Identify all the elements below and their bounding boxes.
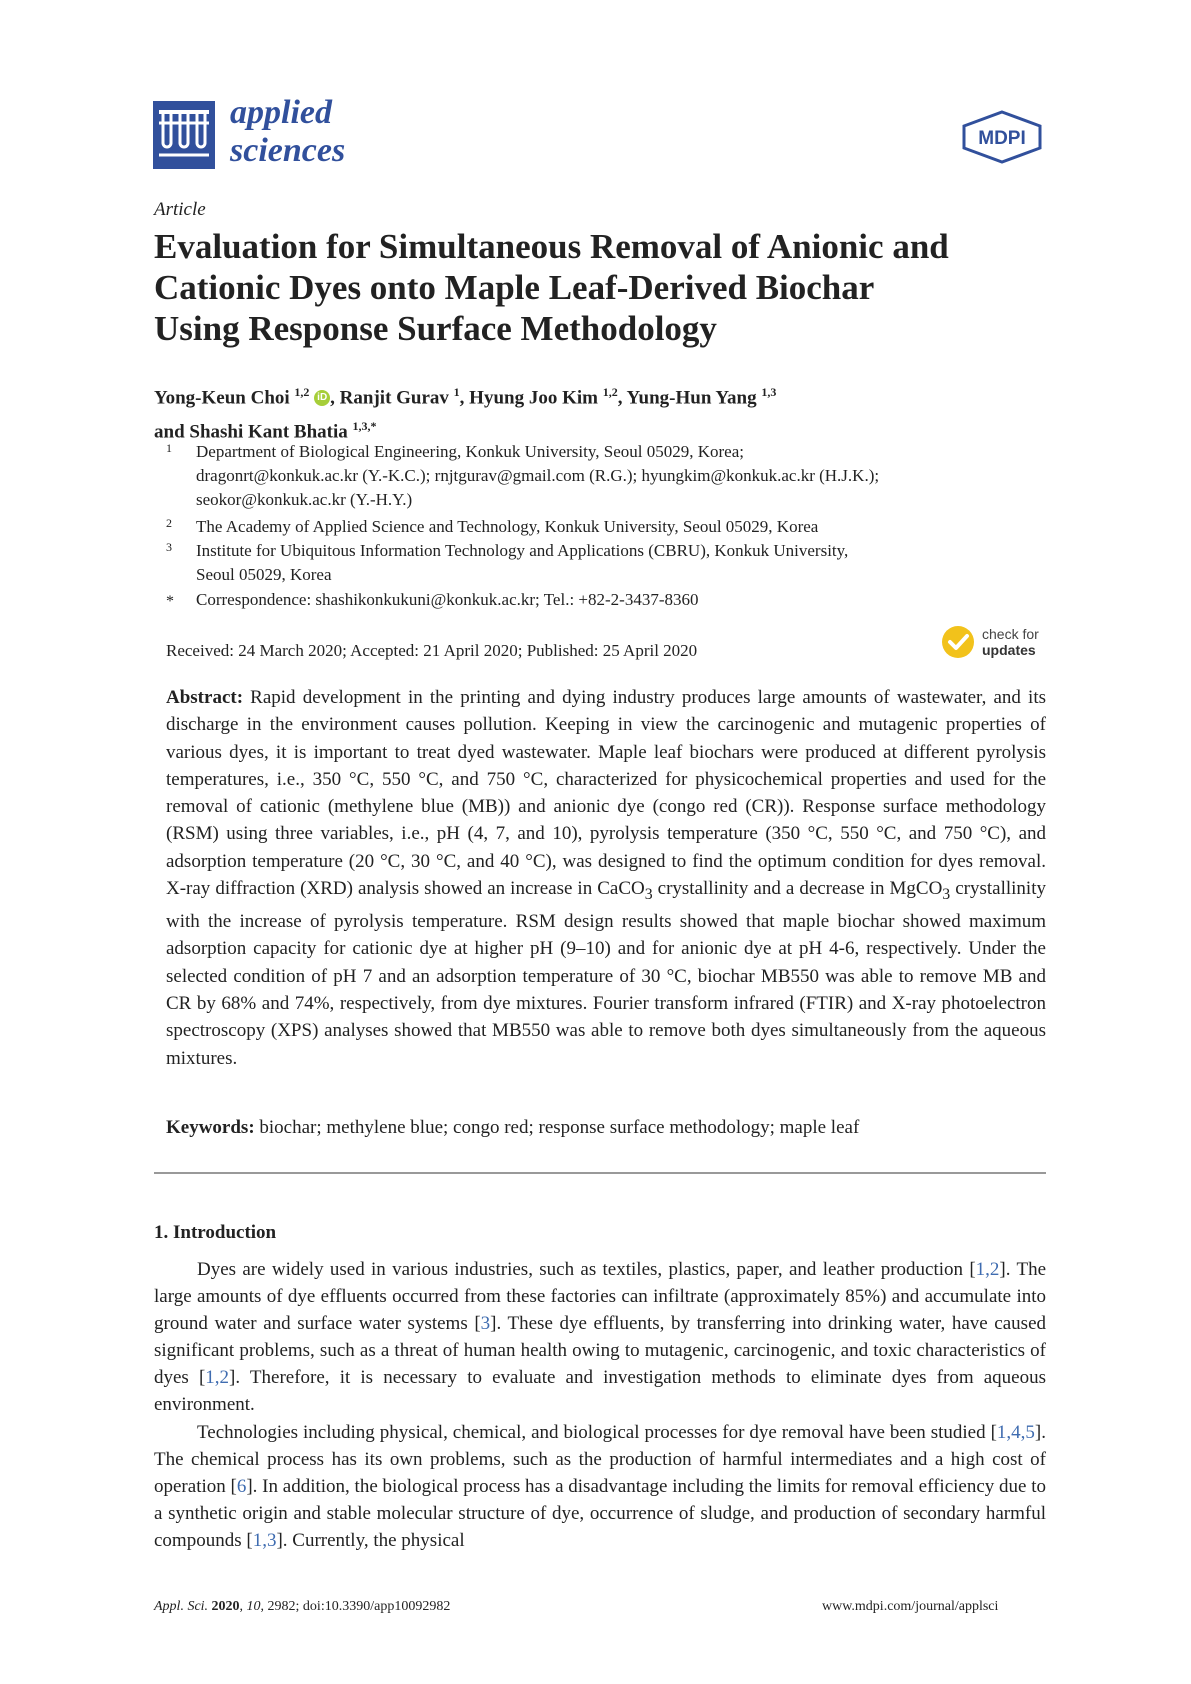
affiliation-line: Correspondence: shashikonkukuni@konkuk.ac.kr; Tel.: +82-2-3437-8360 xyxy=(196,590,699,609)
author-name[interactable]: Yong-Keun Choi xyxy=(154,387,290,409)
affiliation-line: dragonrt@konkuk.ac.kr (Y.-K.C.); rnjtgurav@gmail.com (R.G.); hyungkim@konkuk.ac.kr (H.J.K.); xyxy=(196,466,880,485)
affiliation-line: Seoul 05029, Korea xyxy=(196,565,332,584)
author-name[interactable]: Yung-Hun Yang xyxy=(626,387,757,409)
abstract xyxy=(166,684,1046,1072)
author-affiliation-marker: 1,3 xyxy=(761,385,777,399)
footer-volume: 10 xyxy=(246,1599,261,1614)
author-name[interactable]: Hyung Joo Kim xyxy=(469,387,598,409)
affiliation-number: 3 xyxy=(166,540,172,554)
author-name[interactable]: Ranjit Gurav xyxy=(339,387,449,409)
paragraph-text: ]. The large amounts of dye effluents occurred from these factories can infiltrate (approximately 85%) and accumulate into ground water and surface water systems [ xyxy=(154,1259,1046,1335)
keywords xyxy=(166,1117,1046,1139)
keywords-text: biochar; methylene blue; congo red; response surface methodology; maple leaf xyxy=(254,1117,860,1138)
citation-link[interactable]: 1,2 xyxy=(205,1367,230,1389)
check-updates-icon[interactable] xyxy=(941,625,975,659)
abstract-text: crystallinity with the increase of pyrolysis temperature. RSM design results showed that maple biochar showed maximum adsorption capacity for cationic dye at higher pH (9–10) and for anionic dye at pH 4-6, respectively. Under the selected condition of pH 7 and an adsorption temperature of 30 °C, biochar MB550 was able to remove MB and CR by 68% and 74%, respectively, from dye mixtures. Fourier transform infrared (FTIR) and X-ray photoelectron spectroscopy (XPS) analyses showed that MB550 was able to remove both dyes simultaneously from the aqueous mixtures. xyxy=(166,878,1046,1069)
affiliation-number: 2 xyxy=(166,516,172,530)
paragraph-text: Technologies including physical, chemical, and biological processes for dye removal have been studied [ xyxy=(197,1421,997,1443)
affiliation-2 xyxy=(154,515,1054,539)
check-updates-line2: updates xyxy=(982,642,1036,658)
author-conjunction: and xyxy=(154,421,190,443)
paragraph xyxy=(154,1419,1046,1554)
citation-link[interactable]: 3 xyxy=(480,1313,491,1335)
publication-dates: Received: 24 March 2020; Accepted: 21 April 2020; Published: 25 April 2020 xyxy=(166,641,698,660)
paragraph-text: ]. In addition, the biological process has a disadvantage including the limits for removal efficiency due to a synthetic origin and stable molecular structure of dye, occurrence of sludge, and production of secondary harmful compounds [ xyxy=(154,1475,1047,1551)
publisher-name: MDPI xyxy=(978,128,1026,149)
correspondence xyxy=(154,588,1054,612)
citation-footer: Appl. Sci. 2020, 10, 2982; doi:10.3390/app10092982 xyxy=(154,1599,451,1614)
citation-link[interactable]: 1,2 xyxy=(975,1259,1000,1280)
section-heading: 1. Introduction xyxy=(154,1222,277,1243)
affiliation-line: seokor@konkuk.ac.kr (Y.-H.Y.) xyxy=(196,490,413,509)
affiliation-line: The Academy of Applied Science and Technology, Konkuk University, Seoul 05029, Korea xyxy=(196,517,819,536)
title-line: Cationic Dyes onto Maple Leaf-Derived Biochar xyxy=(154,268,875,307)
check-updates-line1: check for xyxy=(982,626,1039,642)
footer-year: 2020 xyxy=(211,1599,240,1614)
affiliation-3 xyxy=(154,539,1054,587)
title-line: Using Response Surface Methodology xyxy=(154,309,717,348)
abstract-label: Abstract: xyxy=(166,687,244,708)
author-affiliation-marker: 1 xyxy=(453,385,460,399)
journal-name-line1: applied xyxy=(230,94,332,131)
section-divider xyxy=(154,1172,1046,1174)
footer-doi: , 2982; doi:10.3390/app10092982 xyxy=(260,1599,451,1614)
subscript: 3 xyxy=(942,885,951,903)
citation-link[interactable]: 6 xyxy=(236,1475,247,1497)
author-affiliation-marker: 1,3,* xyxy=(352,419,377,434)
citation-link[interactable]: 1,3 xyxy=(252,1529,277,1551)
journal-name-line2: sciences xyxy=(230,132,346,169)
mdpi-logo-icon xyxy=(960,110,1044,164)
title-line: Evaluation for Simultaneous Removal of Anionic and xyxy=(154,227,949,266)
abstract-text: crystallinity and a decrease in MgCO xyxy=(652,878,943,900)
journal-abbr: Appl. Sci. xyxy=(154,1599,209,1614)
author-separator: , xyxy=(459,387,470,409)
paragraph-text: ]. Therefore, it is necessary to evaluate and investigation methods to eliminate dyes from aqueous environment. xyxy=(154,1367,1046,1416)
journal-name xyxy=(230,94,345,170)
paragraph-text: ]. These dye effluents, by transferring into drinking water, have caused significant problems, such as a threat of human health owing to mutagenic, carcinogenic, and toxic characteristics of dyes [ xyxy=(154,1313,1046,1389)
paragraph-text: ]. Currently, the physical xyxy=(276,1529,465,1551)
affiliation-number: 1 xyxy=(166,441,172,455)
author-separator: , xyxy=(617,387,627,409)
affiliation-line: Institute for Ubiquitous Information Technology and Applications (CBRU), Konkuk University, xyxy=(196,541,849,560)
author-list xyxy=(154,378,1054,447)
paper-title xyxy=(154,226,1054,349)
article-type: Article xyxy=(154,199,206,220)
paragraph xyxy=(154,1256,1046,1419)
author-affiliation-marker: 1,2 xyxy=(602,385,618,399)
journal-url[interactable]: www.mdpi.com/journal/applsci xyxy=(822,1599,999,1614)
affiliation-1 xyxy=(154,440,1054,512)
author-name[interactable]: Shashi Kant Bhatia xyxy=(189,421,348,443)
citation-link[interactable]: 1,4,5 xyxy=(996,1421,1035,1443)
check-updates-label[interactable] xyxy=(982,626,1039,658)
author-affiliation-marker: 1,2 xyxy=(294,385,310,399)
body-text xyxy=(154,1256,1046,1554)
paragraph-text: Dyes are widely used in various industries, such as textiles, plastics, paper, and leather production [ xyxy=(197,1259,976,1280)
orcid-icon[interactable]: iD xyxy=(314,390,330,406)
paragraph-text: ]. The chemical process has its own problems, such as the production of harmful intermediates and a high cost of operation [ xyxy=(154,1421,1046,1497)
subscript: 3 xyxy=(644,885,653,903)
affiliation-number: * xyxy=(166,593,174,610)
abstract-text: Rapid development in the printing and dying industry produces large amounts of wastewater, and its discharge in the environment causes pollution. Keeping in view the carcinogenic and mutagenic properties of various dyes, it is important to treat dyed wastewater. Maple leaf biochars were produced at different pyrolysis temperatures, i.e., 350 °C, 550 °C, and 750 °C, characterized for physicochemical properties and used for the removal of cationic (methylene blue (MB)) and anionic dye (congo red (CR)). Response surface methodology (RSM) using three variables, i.e., pH (4, 7, and 10), pyrolysis temperature (350 °C, 550 °C, and 750 °C), and adsorption temperature (20 °C, 30 °C, and 40 °C), was designed to find the optimum condition for dyes removal. X-ray diffraction (XRD) analysis showed an increase in CaCO xyxy=(166,687,1046,900)
affiliation-line: Department of Biological Engineering, Konkuk University, Seoul 05029, Korea; xyxy=(196,442,744,461)
journal-logo-icon xyxy=(153,101,215,169)
keywords-label: Keywords: xyxy=(166,1117,255,1138)
author-separator: , xyxy=(330,387,340,409)
